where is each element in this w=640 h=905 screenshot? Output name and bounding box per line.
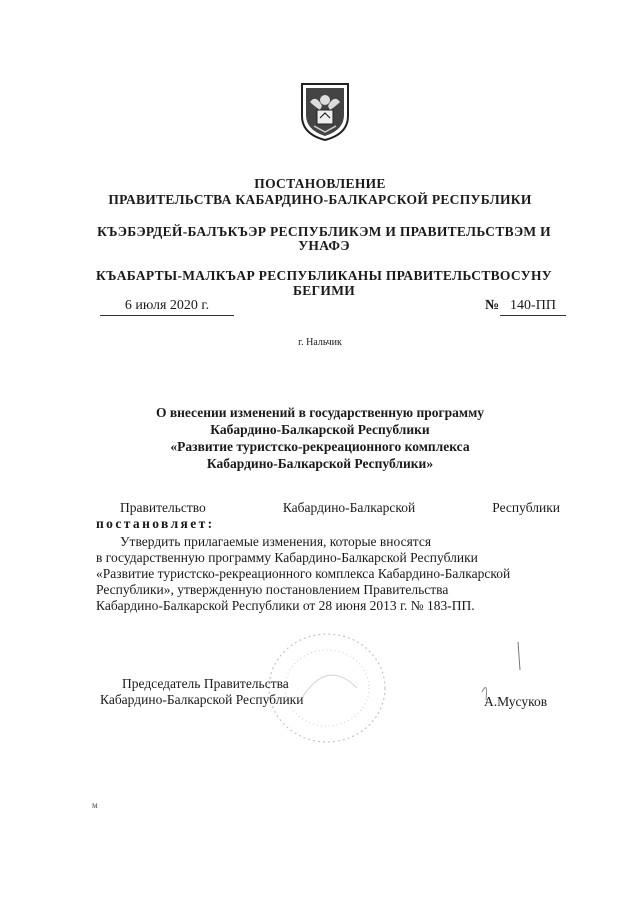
paragraph-line: Кабардино-Балкарской Республики от 28 июня 2013 г. № 183-ПП. (96, 598, 475, 613)
signatory-name: А.Мусуков (484, 694, 548, 709)
number-label: № (485, 298, 500, 313)
paragraph-line: Республики», утвержденную постановлением Правительства (96, 582, 449, 597)
title-line: Кабардино-Балкарской Республики» (206, 456, 434, 471)
resolution-paragraph (96, 534, 562, 614)
preamble-word: Правительство (120, 500, 206, 515)
city: г. Нальчик (298, 337, 342, 348)
paragraph-line: Утвердить прилагаемые изменения, которые вносятся (120, 534, 432, 549)
preamble-line (120, 500, 560, 516)
footer-mark: м (92, 800, 98, 810)
coat-of-arms-icon (296, 80, 354, 142)
document-title (110, 404, 530, 472)
title-line: «Развитие туристско-рекреационного комплекса (170, 439, 470, 454)
government-name-kabardian-cont: УНАФЭ (298, 238, 350, 253)
government-name-ru: ПРАВИТЕЛЬСТВА КАБАРДИНО-БАЛКАРСКОЙ РЕСПУБЛИКИ (108, 192, 532, 207)
resolves-word: постановляет: (96, 516, 215, 531)
document-number: 140-ПП (500, 298, 566, 316)
document-date: 6 июля 2020 г. (100, 298, 234, 316)
title-line: Кабардино-Балкарской Республики (210, 422, 430, 437)
paragraph-line: «Развитие туристско-рекреационного комплекса Кабардино-Балкарской (96, 566, 511, 581)
doc-type-heading: ПОСТАНОВЛЕНИЕ (254, 176, 386, 191)
preamble-word: Кабардино-Балкарской (282, 500, 416, 515)
title-line: О внесении изменений в государственную программу (155, 405, 485, 420)
signatory-title-line2: Кабардино-Балкарской Республики (100, 692, 304, 707)
government-name-kabardian: КЪЭБЭРДЕЙ-БАЛЪКЪЭР РЕСПУБЛИКЭМ И ПРАВИТЕЛЬСТВЭМ И (97, 224, 551, 239)
government-name-balkar-cont: БЕГИМИ (292, 283, 356, 298)
government-name-balkar: КЪАБАРТЫ-МАЛКЪАР РЕСПУБЛИКАНЫ ПРАВИТЕЛЬСТВОСУНУ (96, 268, 552, 283)
signatory-title-line1: Председатель Правительства (122, 676, 289, 691)
preamble-word: Республики (492, 500, 560, 515)
paragraph-line: в государственную программу Кабардино-Балкарской Республики (96, 550, 478, 565)
